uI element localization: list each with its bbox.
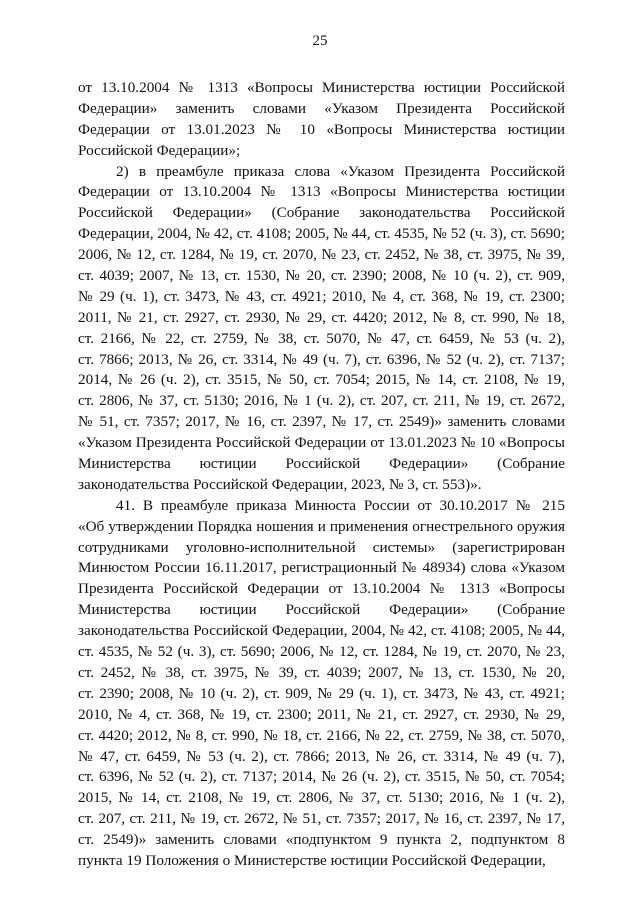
text-line: Минюстом России 16.11.2017, регистрационный № 48934) слова «Указом xyxy=(78,559,565,577)
text-line: № 29 (ч. 1), ст. 3473, № 43, ст. 4921; 2010, № 4, ст. 368, № 19, ст. 2300; xyxy=(78,287,565,305)
text-line: ст. 4420; 2012, № 8, ст. 990, № 18, ст. 2166, № 22, ст. 2759, № 38, ст. 5070, xyxy=(78,726,565,744)
text-line: от 13.10.2004 № 1313 «Вопросы Министерства юстиции Российской xyxy=(78,79,565,96)
text-line: ст. 207, ст. 211, № 19, ст. 2672, № 51, ст. 7357; 2017, № 16, ст. 2397, № 17, xyxy=(78,810,565,828)
text-line: 2) в преамбуле приказа слова «Указом Президента Российской xyxy=(116,162,565,180)
text-line: Федерации, 2004, № 42, ст. 4108; 2005, № 44, ст. 4535, № 52 (ч. 3), ст. 5690; xyxy=(78,225,565,243)
text-line: Министерства юстиции Российской Федерации» (Собрание xyxy=(78,601,565,619)
text-line: пункта 19 Положения о Министерстве юстиции Российской Федерации, xyxy=(78,851,546,869)
text-line: Министерства юстиции Российской Федерации» (Собрание xyxy=(78,455,565,473)
text-line: 2006, № 12, ст. 1284, № 19, ст. 2070, № 23, ст. 2452, № 38, ст. 3975, № 39, xyxy=(78,246,565,264)
text-line: 2010, № 4, ст. 368, № 19, ст. 2300; 2011, № 21, ст. 2927, ст. 2930, № 29, xyxy=(78,705,565,723)
text-line: ст. 4535, № 52 (ч. 3), ст. 5690; 2006, № 12, ст. 1284, № 19, ст. 2070, № 23, xyxy=(78,643,565,661)
document-body xyxy=(78,78,565,872)
paragraph xyxy=(78,78,565,162)
text-line: 2014, № 26 (ч. 2), ст. 3515, № 50, ст. 7054; 2015, № 14, ст. 2108, № 19, xyxy=(78,371,565,389)
text-line: Российской Федерации» (Собрание законодательства Российской xyxy=(78,204,565,222)
text-line: Российской Федерации»; xyxy=(78,141,241,159)
text-line: «Об утверждении Порядка ношения и применения огнестрельного оружия xyxy=(78,517,565,535)
text-line: ст. 2549)» заменить словами «подпунктом 9 пункта 2, подпунктом 8 xyxy=(78,831,565,849)
text-line: 2015, № 14, ст. 2108, № 19, ст. 2806, № 37, ст. 5130; 2016, № 1 (ч. 2), xyxy=(78,789,565,807)
text-line: Федерации от 13.10.2004 № 1313 «Вопросы Министерства юстиции xyxy=(78,183,565,201)
text-line: «Указом Президента Российской Федерации от 13.01.2023 № 10 «Вопросы xyxy=(78,434,565,452)
text-line: ст. 6396, № 52 (ч. 2), ст. 7137; 2014, № 26 (ч. 2), ст. 3515, № 50, ст. 7054; xyxy=(78,768,565,786)
text-line: № 51, ст. 7357; 2017, № 16, ст. 2397, № 17, ст. 2549)» заменить словами xyxy=(78,413,565,431)
text-line: Федерации от 13.01.2023 № 10 «Вопросы Министерства юстиции xyxy=(78,120,565,138)
text-line: 2011, № 21, ст. 2927, ст. 2930, № 29, ст. 4420; 2012, № 8, ст. 990, № 18, xyxy=(78,308,565,326)
text-line: ст. 2452, № 38, ст. 3975, № 39, ст. 4039; 2007, № 13, ст. 1530, № 20, xyxy=(78,663,565,681)
text-line: 41. В преамбуле приказа Минюста России от 30.10.2017 № 215 xyxy=(116,496,565,514)
text-line: ст. 4039; 2007, № 13, ст. 1530, № 20, ст. 2390; 2008, № 10 (ч. 2), ст. 909, xyxy=(78,267,565,285)
paragraph xyxy=(78,162,565,496)
text-line: Федерации» заменить словами «Указом Президента Российской xyxy=(78,99,565,117)
text-line: ст. 7866; 2013, № 26, ст. 3314, № 49 (ч. 7), ст. 6396, № 52 (ч. 2), ст. 7137; xyxy=(78,350,565,368)
page-number: 25 xyxy=(312,33,328,49)
text-line: Президента Российской Федерации от 13.10.2004 № 1313 «Вопросы xyxy=(78,580,565,598)
text-line: ст. 2806, № 37, ст. 5130; 2016, № 1 (ч. 2), ст. 207, ст. 211, № 19, ст. 2672, xyxy=(78,392,565,410)
text-line: законодательства Российской Федерации, 2004, № 42, ст. 4108; 2005, № 44, xyxy=(78,622,565,640)
text-line: ст. 2390; 2008, № 10 (ч. 2), ст. 909, № 29 (ч. 1), ст. 3473, № 43, ст. 4921; xyxy=(78,684,565,702)
text-line: сотрудниками уголовно-исполнительной системы» (зарегистрирован xyxy=(78,538,565,556)
text-line: законодательства Российской Федерации, 2023, № 3, ст. 553)». xyxy=(78,475,482,493)
text-line: № 47, ст. 6459, № 53 (ч. 2), ст. 7866; 2013, № 26, ст. 3314, № 49 (ч. 7), xyxy=(78,747,565,765)
paragraph xyxy=(78,496,565,872)
text-line: ст. 2166, № 22, ст. 2759, № 38, ст. 5070, № 47, ст. 6459, № 53 (ч. 2), xyxy=(78,329,565,347)
